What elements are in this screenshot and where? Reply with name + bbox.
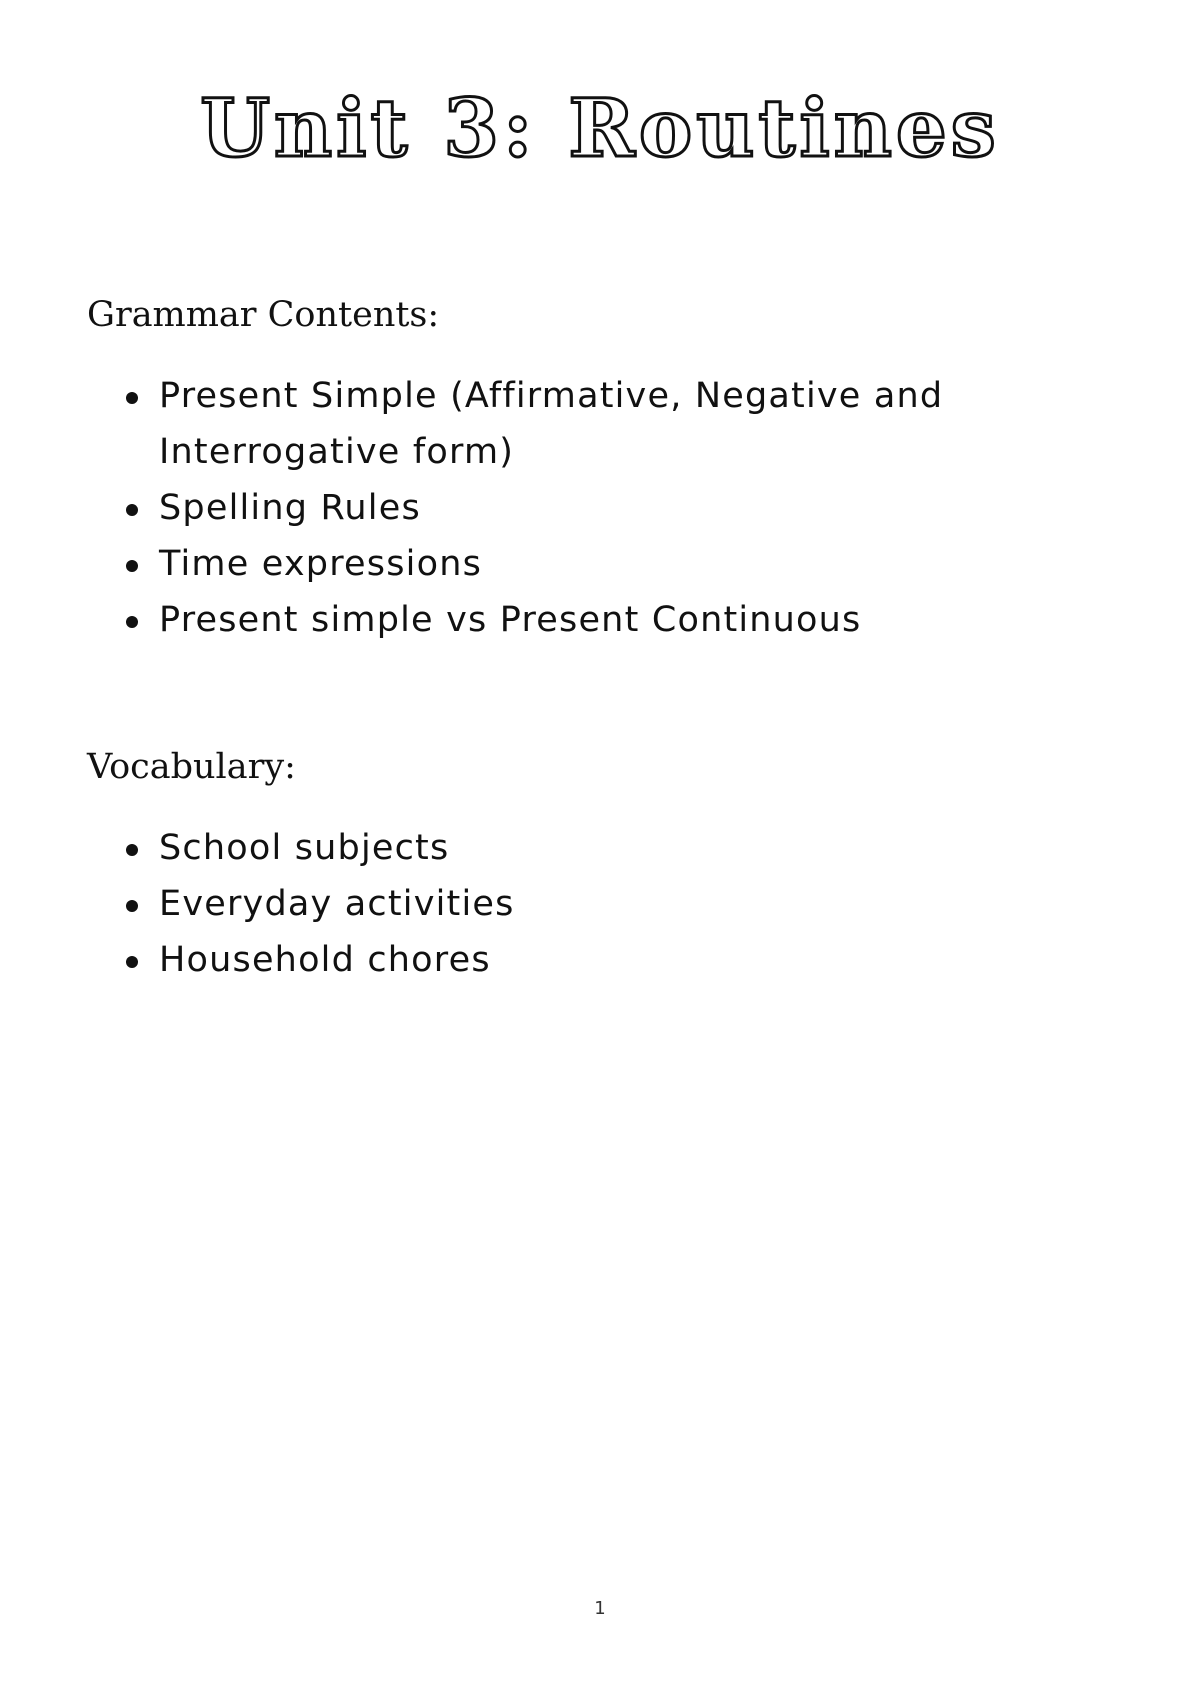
list-item (118, 820, 978, 876)
bullet-icon (126, 392, 138, 404)
bullet-icon (126, 616, 138, 628)
list-item (118, 876, 978, 932)
grammar-item-label: Spelling Rules (159, 488, 421, 528)
bullet-icon (126, 844, 138, 856)
grammar-list (118, 368, 978, 648)
bullet-icon (126, 560, 138, 572)
bullet-icon (126, 956, 138, 968)
list-item (118, 932, 978, 988)
list-item (118, 592, 978, 648)
list-item (118, 480, 978, 536)
grammar-item-label: Time expressions (159, 544, 483, 584)
list-item (118, 368, 978, 480)
vocabulary-heading: Vocabulary: (87, 747, 296, 787)
vocabulary-item-label: Everyday activities (159, 884, 515, 924)
bullet-icon (126, 900, 138, 912)
vocabulary-list (118, 820, 978, 988)
grammar-item-label: Present simple vs Present Continuous (159, 600, 862, 640)
bullet-icon (126, 504, 138, 516)
list-item (118, 536, 978, 592)
vocabulary-item-label: Household chores (159, 940, 491, 980)
page-number: 1 (594, 1598, 606, 1619)
grammar-item-label: Present Simple (Affirmative, Negative and Interrogative form) (159, 376, 944, 472)
vocabulary-item-label: School subjects (159, 828, 450, 868)
page-title: Unit 3: Routines (200, 81, 1000, 175)
grammar-heading: Grammar Contents: (87, 295, 440, 335)
